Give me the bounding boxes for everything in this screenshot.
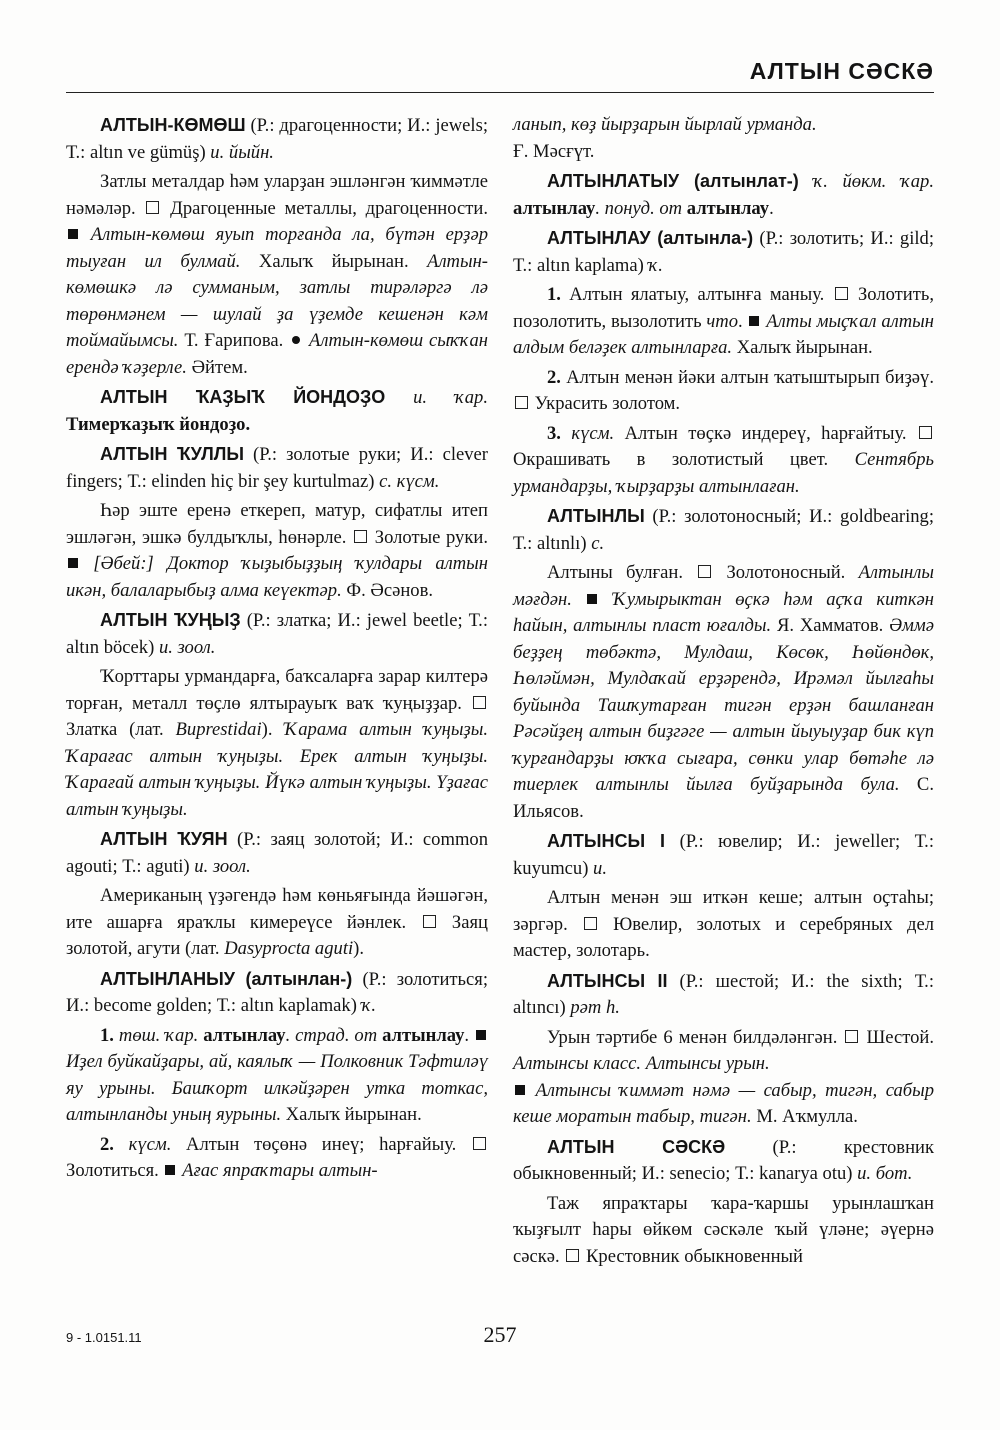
headword: АЛТЫН ҠУЯН (100, 829, 228, 849)
translation-mark-icon (835, 287, 848, 300)
right-column (513, 112, 934, 1273)
entry-altynsy-2: АЛТЫНСЫ II (Р.: шестой; И.: the sixth; Т.: altıncı) рәт һ. (513, 970, 934, 1018)
headword: АЛТЫН-КӨМӨШ (100, 115, 246, 135)
translation-mark-icon (698, 565, 711, 578)
translation-mark-icon (515, 396, 528, 409)
header-rule (66, 92, 934, 93)
running-head: АЛТЫН СӘСКӘ (749, 58, 934, 84)
sense-2: 2. күсм. Алтын төҫөнә инеү; һарғайыу. Золотиться. Ағас япраҡтары алтын- (66, 1132, 488, 1185)
entry-altyn-komosh: АЛТЫН-КӨМӨШ (Р.: драгоценности; И.: jewels; Т.: altın ve gümüş) и. йыйн. (66, 115, 488, 163)
headword: АЛТЫНЛАНЫУ (алтынлан-) (100, 968, 353, 989)
headword: АЛТЫНСЫ II (547, 970, 668, 991)
headword: АЛТЫН СӘСКӘ (547, 1136, 726, 1157)
definition: Алтын менән эш иткән кеше; алтын оҫтаһы; зәргәр. Ювелир, золотых и серебряных дел мастер, золотарь. (513, 887, 934, 961)
headword: АЛТЫН ҠАҘЫҠ ЙОНДОҘО (100, 387, 386, 407)
example-mark-icon (749, 316, 759, 326)
example-mark-icon (68, 229, 78, 239)
headword: АЛТЫН ҠУЛЛЫ (100, 444, 244, 464)
translation-mark-icon (146, 201, 159, 214)
definition: Һәр эште еренә еткереп, матур, сифатлы итеп эшләгән, эшкә булдыҡлы, һөнәрле. Золотые руки. [Әбей:] Доктор ҡыҙыбыҙҙың ҡулдары алтын икән, балаларыбыҙ алма кеүектәр. Ф. Әсәнов. (66, 500, 488, 601)
entry-altyn-kully: АЛТЫН ҠУЛЛЫ (Р.: золотые руки; И.: clever fingers; Т.: elinden hiç bir şey kurtulmaz) с. күсм. (66, 444, 488, 492)
translation-mark-icon (423, 915, 436, 928)
headword: АЛТЫНСЫ I (547, 831, 666, 851)
example-mark-icon (476, 1030, 486, 1040)
translation-mark-icon (354, 530, 367, 543)
headword: АЛТЫНЛАУ (алтынла-) (547, 228, 754, 248)
translation-mark-icon (584, 917, 597, 930)
entry-altyn-saska: АЛТЫН СӘСКӘ (Р.: крестовник обыкновенный; И.: senecio; Т.: kanarya otu) и. бот. (513, 1136, 935, 1184)
example-mark-icon (515, 1085, 525, 1095)
entry-altyn-kuyan: АЛТЫН ҠУЯН (Р.: заяц золотой; И.: common agouti; Т.: aguti) и. зоол. (66, 829, 489, 877)
entry-altynlau: АЛТЫНЛАУ (алтынла-) (Р.: золотить; И.: gild; Т.: altın kaplama) ҡ. (513, 228, 934, 276)
example-mark-icon (587, 594, 597, 604)
entry-altyn-kunyz: АЛТЫН ҠУҢЫҘ (Р.: златка; И.: jewel beetle; Т.: altın böcek) и. зоол. (66, 610, 488, 658)
definition: Таж япраҡтары ҡара-ҡаршы урынлашҡан ҡыҙғылт һары өйкөм сәскәле ҡый үләне; әүернә сәскә. Крестовник обыкновенный (513, 1192, 934, 1267)
translation-mark-icon (473, 1137, 486, 1150)
headword: АЛТЫНЛАТЫУ (алтынлат-) (547, 171, 799, 191)
example-mark-icon (165, 1165, 175, 1175)
entry-altynly: АЛТЫНЛЫ (Р.: золотоносный; И.: goldbearing; Т.: altınlı) с. (513, 506, 934, 554)
continued-example: ланып, көҙ йырҙарын йырлай урманда. Ғ. Мәсғүт. (513, 114, 817, 162)
entry-altyn-kazyk-yondozo: АЛТЫН ҠАҘЫҠ ЙОНДОҘО и. ҡар. Тимерҡаҙыҡ йондоҙо. (66, 387, 489, 435)
translation-mark-icon (473, 696, 486, 709)
example-mark-icon (68, 558, 78, 568)
entry-altynlatyu: АЛТЫНЛАТЫУ (алтынлат-) ҡ. йөкм. ҡар. алтынлау. понуд. от алтынлау. (513, 171, 934, 219)
translation-mark-icon (566, 1249, 579, 1262)
printer-signature: 9 - 1.0151.11 (66, 1330, 142, 1345)
headword: АЛТЫНЛЫ (547, 506, 645, 526)
page-number: 257 (483, 1322, 517, 1347)
translation-mark-icon (845, 1030, 858, 1043)
definition: Алтыны булған. Золотоносный. Алтынлы мәғдән. Ҡумырыктан өҫкә һәм аҫҡа киткән һайын, алтынлы пласт юғалды. Я. Хамматов. Әммә беҙҙең төбәктә, Мулдаш, Көсөк, Һөйөндөк, Һөләймән, Мулдаҡай ерҙәрендә, Ирәмәл йылғаһы буйында Ташҡутарған тигән ерҙән башланған Рәсәйҙең алтын биҙгәге — алтын йыуыуҙар бик күп ҡурғандарҙы юҡҡа сығара, сөнки улар бөтәһе лә тиерлек алтынлы йылға буйҙарында була. С. Ильясов. (513, 562, 934, 822)
sense-3: 3. күсм. Алтын төҫкә индереү, һарғайтыу. Окрашивать в золотистый цвет. Сентябрь урмандарҙы, ҡырҙарҙы алтынлаған. (513, 422, 934, 497)
definition: Ҡорттары урмандарға, баҡсаларға зарар килтерә торған, металл төҫлө ялтырауыҡ ваҡ ҡуңыҙҙар. Златка (лат. Buprestidai). Ҡарама алтын ҡуңыҙы. Ҡарағас алтын ҡуңыҙы. Ерек алтын ҡуңыҙы. Ҡарағай алтын ҡуңыҙы. Йүкә алтын ҡуңыҙы. Үҙағас алтын ҡуңыҙы. (66, 666, 488, 820)
entry-altynsy-1: АЛТЫНСЫ I (Р.: ювелир; И.: jeweller; Т.: kuyumcu) и. (513, 831, 934, 879)
definition: Урын тәртибе 6 менән билдәләнгән. Шестой. Алтынсы класс. Алтынсы урын. Алтынсы ҡиммәт нәмә — сабыр, тигән, сабыр кеше моратын табыр, тигән. М. Аҡмулла. (513, 1026, 934, 1127)
sense-1: 1. Алтын ялатыу, алтынға маныу. Золотить, позолотить, вызолотить что. Алты мыҫҡал алтын алдым беләҙек алтынларға. Халыҡ йырынан. (513, 284, 934, 358)
headword: АЛТЫН ҠУҢЫҘ (100, 610, 241, 630)
sense-1: 1. төш. ҡар. алтынлау. страд. от алтынлау. Иҙел буйкайҙары, ай, каялыҡ — Полковник Тәфтиләү яу урыны. Башҡорт илкәйҙәрен утка тоткас, алтынланды уның яурыны. Халыҡ йырынан. (66, 1024, 488, 1125)
definition: Затлы металдар һәм уларҙан эшләнгән ҡиммәтле нәмәләр. Драгоценные металлы, драгоценности. Алтын-көмөш яуып торғанда ла, бүтән ерҙәр тыуған ил булмай. Халыҡ йырынан. Алтын-көмөшкә лә сумманым, затлы тирәләргә лә төрөнмәнем — шулай ҙа үҙемде кешенән кәм тоймайымсы. Т. Ғарипова. Алтын-көмөш сыҡҡан ерендә ҡәҙерле. Әйтем. (66, 171, 488, 378)
proverb-mark-icon (292, 336, 300, 344)
left-column (66, 112, 488, 1188)
entry-altynlanyu: АЛТЫНЛАНЫУ (алтынлан-) (Р.: золотиться; И.: become golden; Т.: altın kaplamak) ҡ. (66, 968, 488, 1016)
definition: Американың үҙәгендә һәм көньяғында йәшәгән, ите ашарға яраҡлы кимереүсе йәнлек. Заяц золотой, агути (лат. Dasyprocta aguti). (66, 885, 488, 959)
translation-mark-icon (919, 426, 932, 439)
sense-2: 2. Алтын менән йәки алтын ҡатыштырып биҙәү. Украсить золотом. (513, 365, 934, 418)
